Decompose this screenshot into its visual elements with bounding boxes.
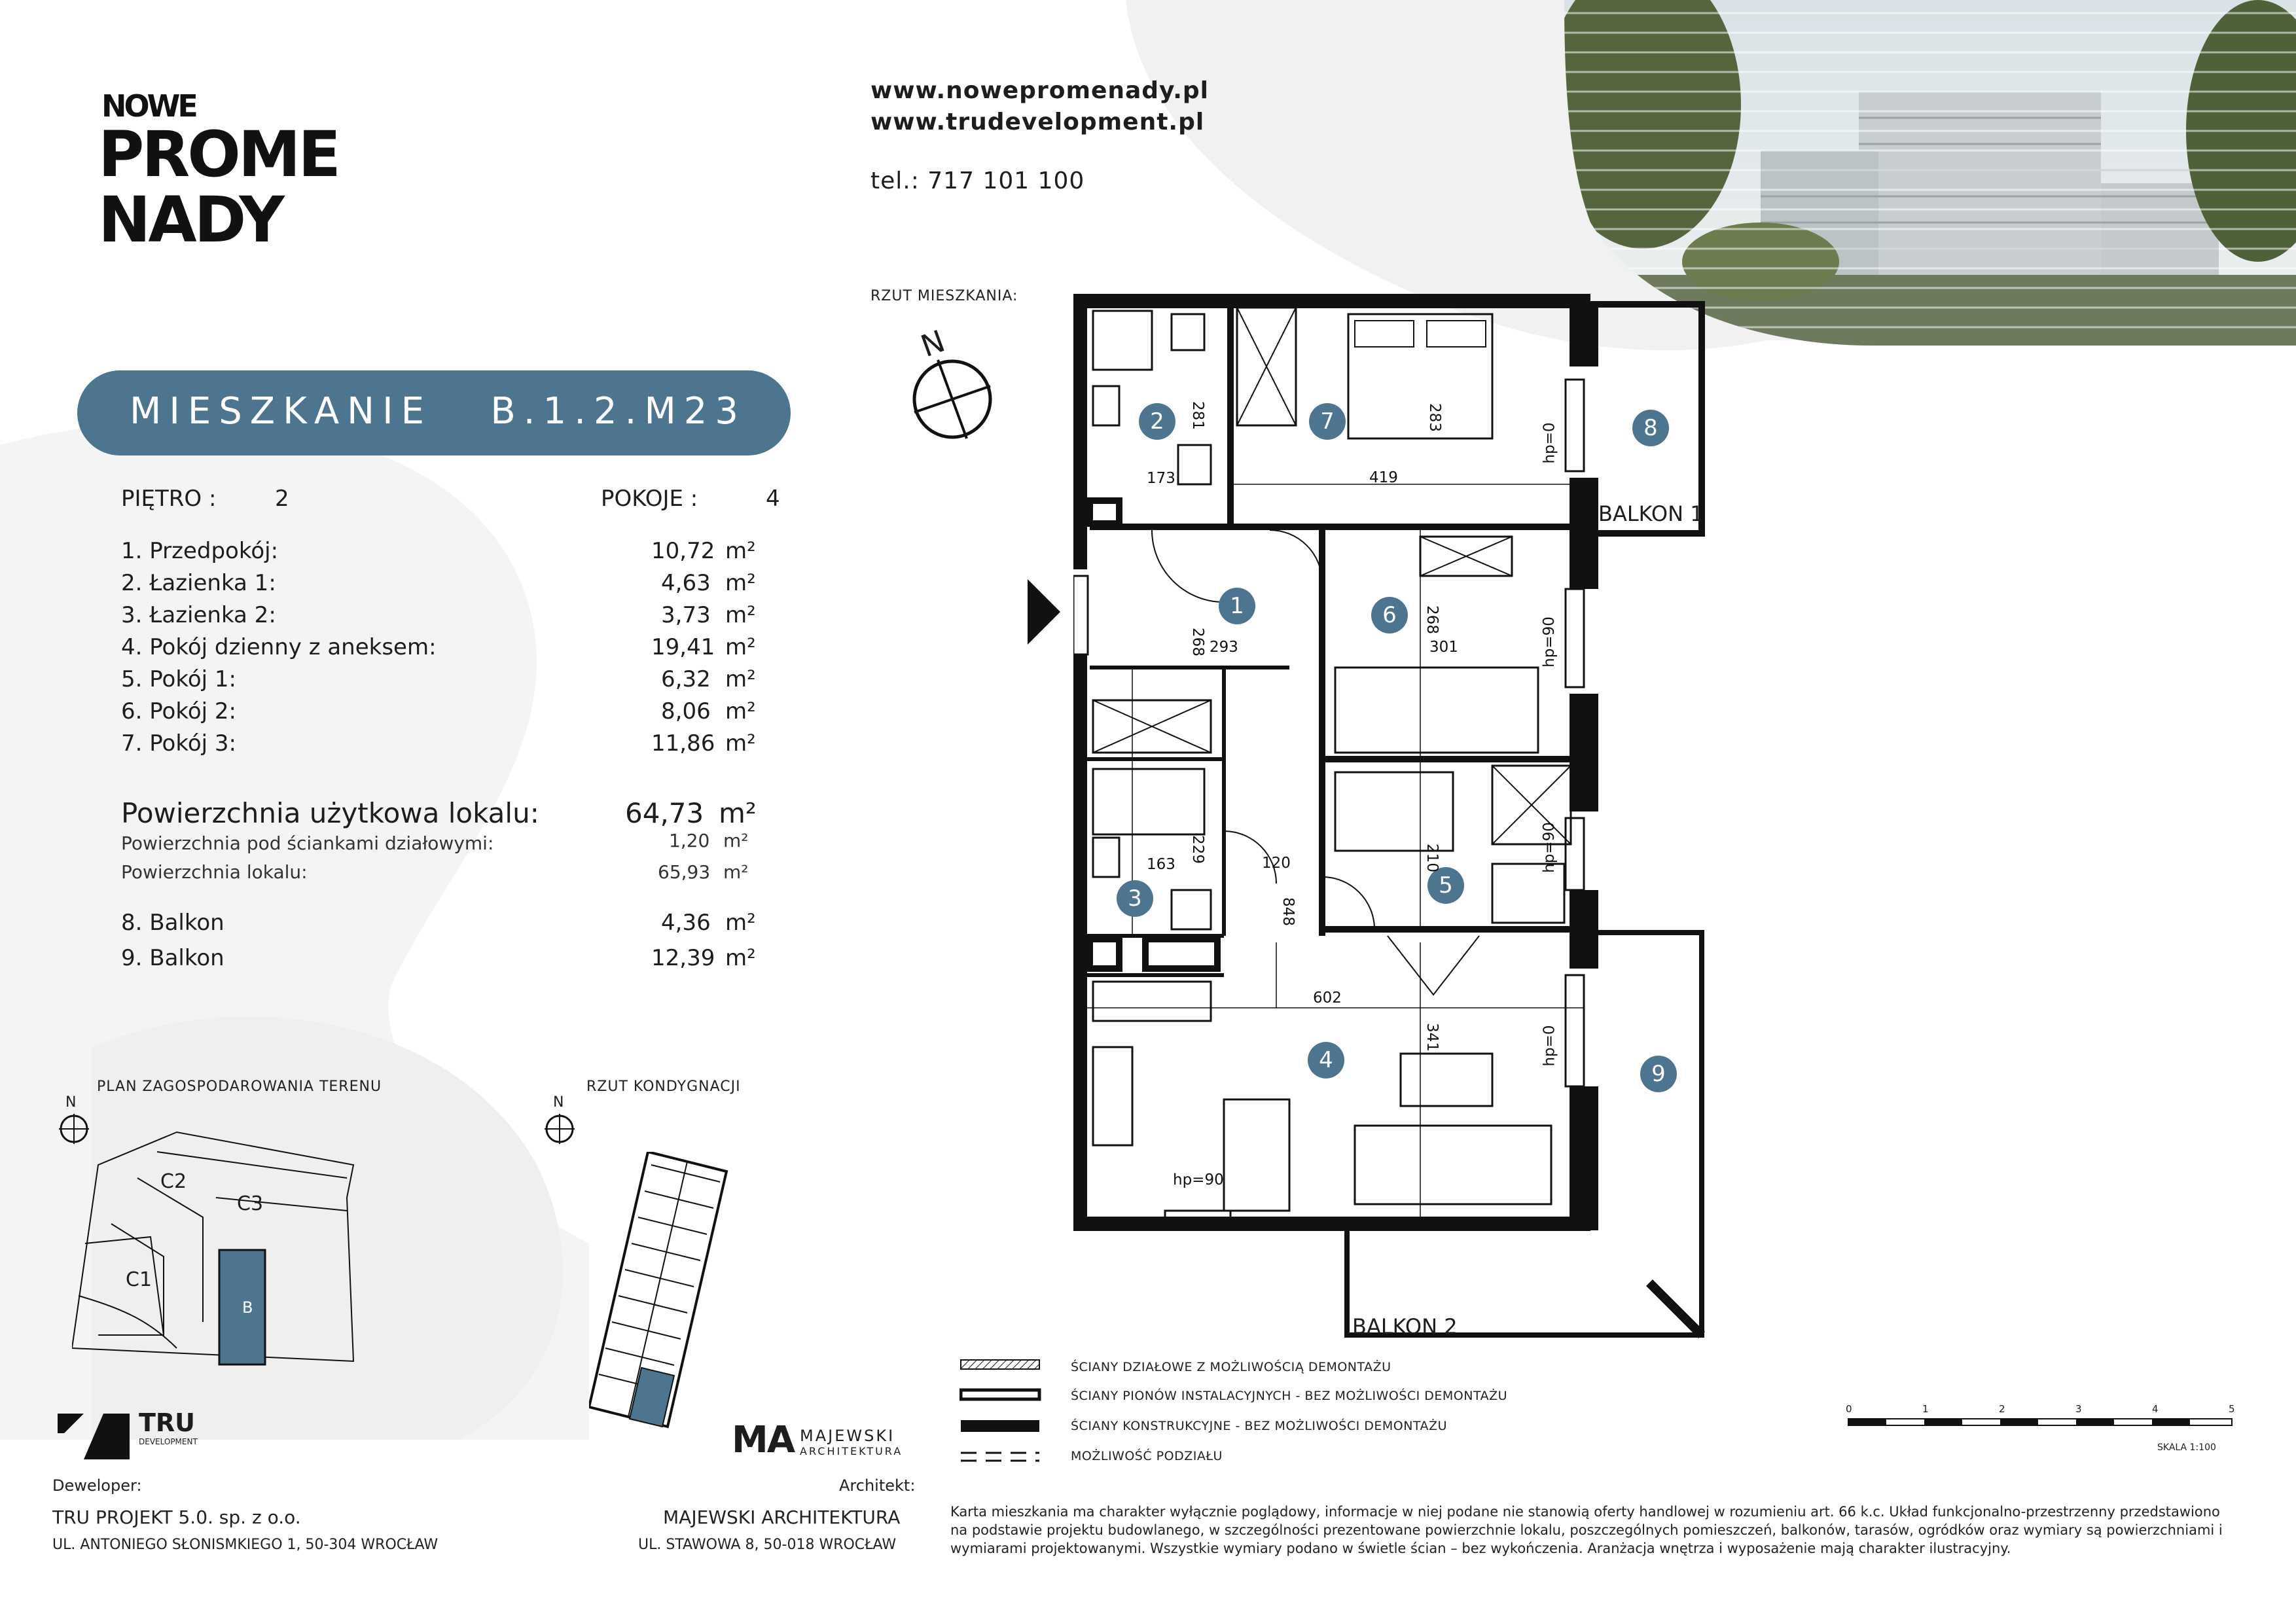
balcony-unit: m² (725, 910, 756, 936)
architect-logo-mark: MA (732, 1419, 795, 1461)
room-name: 2. Łazienka 1: (121, 570, 276, 596)
dimension-label: 602 (1313, 990, 1342, 1007)
dimension-label: hp=90 (1173, 1171, 1224, 1188)
legend-symbols (960, 1355, 1045, 1472)
partition-area-unit: m² (723, 830, 749, 851)
site-building-c2: C2 (160, 1170, 187, 1193)
dimension-label: 281 (1189, 401, 1206, 430)
room-area: 6,32 (661, 666, 711, 692)
room-number-3: 3 (1117, 880, 1153, 917)
room-name: 6. Pokój 2: (121, 698, 236, 724)
scale-tick: 2 (1999, 1403, 2005, 1415)
room-number-1: 1 (1219, 588, 1255, 624)
usable-area-unit: m² (719, 797, 757, 829)
room-area: 11,86 (651, 730, 715, 757)
dimension-label: hp=90 (1540, 822, 1558, 873)
room-name: 3. Łazienka 2: (121, 602, 276, 628)
room-area: 3,73 (661, 602, 711, 628)
plan-north-label: N (916, 323, 950, 365)
dimension-label: 173 (1147, 470, 1175, 487)
usable-area-value: 64,73 (625, 797, 704, 829)
dimension-label: 120 (1262, 855, 1291, 872)
floor-plan-heading: RZUT KONDYGNACJI (586, 1079, 741, 1095)
floor-value: 2 (275, 486, 289, 512)
scale-tick: 4 (2152, 1403, 2159, 1415)
room-area: 10,72 (651, 538, 715, 564)
brand-logo-line2: PROME (98, 118, 338, 191)
dimension-label: 268 (1423, 605, 1441, 634)
room-number-5: 5 (1427, 867, 1464, 904)
developer-address: UL. ANTONIEGO SŁONISMKIEGO 1, 50-304 WROCŁAW (52, 1537, 439, 1553)
room-number-6: 6 (1371, 597, 1408, 633)
floor-plan-thumbnail (589, 1152, 733, 1440)
dimension-label: 229 (1189, 835, 1206, 864)
developer-logo-text: TRU (139, 1408, 196, 1437)
legend-item-division-possibility: MOŻLIWOŚĆ PODZIAŁU (1071, 1449, 1223, 1463)
phone-number[interactable]: tel.: 717 101 100 (870, 168, 1085, 194)
room-area: 8,06 (661, 698, 711, 724)
plan-heading: RZUT MIESZKANIA: (870, 288, 1018, 304)
room-unit: m² (725, 698, 756, 724)
partition-area-value: 1,20 (669, 830, 710, 851)
rooms-label: POKOJE : (601, 486, 698, 512)
room-number-9: 9 (1640, 1056, 1677, 1092)
dimension-label: 419 (1369, 469, 1398, 486)
room-name: 5. Pokój 1: (121, 666, 236, 692)
balcony-1-label: BALKON 1 (1598, 501, 1704, 526)
rooms-value: 4 (766, 486, 780, 512)
dimension-label: 341 (1423, 1023, 1441, 1052)
dimension-label: 268 (1189, 628, 1206, 656)
room-number-8: 8 (1632, 410, 1669, 446)
room-unit: m² (725, 666, 756, 692)
balcony-area: 4,36 (661, 910, 711, 936)
room-area: 4,63 (661, 570, 711, 596)
architect-logo-line1: MAJEWSKI (800, 1427, 895, 1445)
dimension-label: hp=0 (1541, 422, 1558, 464)
website-link-1[interactable]: www.nowepromenady.pl (870, 77, 1210, 104)
total-area-value: 65,93 (658, 861, 711, 883)
scale-tick: 3 (2075, 1403, 2082, 1415)
site-plan-map (72, 1126, 360, 1381)
floor-plan-compass-icon (543, 1113, 576, 1145)
room-name: 1. Przedpokój: (121, 538, 279, 564)
developer-label: Deweloper: (52, 1476, 142, 1495)
site-building-c1: C1 (126, 1268, 152, 1291)
apartment-floor-plan (1073, 288, 1728, 1348)
site-plan-north-label: N (65, 1094, 77, 1111)
architect-label: Architekt: (839, 1476, 916, 1495)
balcony-area: 12,39 (651, 945, 715, 971)
room-number-2: 2 (1139, 403, 1175, 440)
scale-tick: 1 (1922, 1403, 1929, 1415)
usable-area-label: Powierzchnia użytkowa lokalu: (121, 797, 539, 829)
room-unit: m² (725, 730, 756, 757)
balcony-name: 9. Balkon (121, 945, 224, 971)
partition-area-label: Powierzchnia pod ściankami działowymi: (121, 832, 494, 854)
balcony-name: 8. Balkon (121, 910, 224, 936)
room-unit: m² (725, 570, 756, 596)
balcony-2-label: BALKON 2 (1352, 1314, 1458, 1339)
dimension-label: 293 (1210, 639, 1238, 656)
dimension-label: hp=90 (1540, 616, 1558, 668)
developer-logo-subtext: DEVELOPMENT (139, 1437, 198, 1446)
room-number-7: 7 (1309, 403, 1346, 440)
scale-tick: 5 (2229, 1403, 2235, 1415)
dimension-label: hp=0 (1541, 1025, 1558, 1067)
tru-logo-icon (58, 1407, 136, 1466)
scale-tick: 0 (1846, 1403, 1852, 1415)
floor-plan-north-label: N (553, 1094, 564, 1111)
room-name: 7. Pokój 3: (121, 730, 236, 757)
dimension-label: 301 (1429, 639, 1458, 656)
architect-logo-line2: ARCHITEKTURA (800, 1445, 903, 1457)
developer-name: TRU PROJEKT 5.0. sp. z o.o. (52, 1507, 301, 1528)
room-unit: m² (725, 634, 756, 660)
legend-item-installation-walls: ŚCIANY PIONÓW INSTALACYJNYCH - BEZ MOŻLIWOŚCI DEMONTAŻU (1071, 1389, 1508, 1403)
total-area-label: Powierzchnia lokalu: (121, 861, 308, 883)
scale-label: SKALA 1:100 (2157, 1442, 2216, 1453)
brand-logo-line3: NADY (98, 183, 282, 257)
scale-bar (1846, 1414, 2238, 1433)
dimension-label: 283 (1426, 403, 1443, 432)
legend-item-structural-walls: ŚCIANY KONSTRUKCYJNE - BEZ MOŻLIWOŚCI DEMONTAŻU (1071, 1419, 1447, 1433)
dimension-label: 210 (1423, 844, 1441, 872)
architect-address: UL. STAWOWA 8, 50-018 WROCŁAW (638, 1537, 897, 1553)
room-number-4: 4 (1308, 1042, 1344, 1079)
room-name: 4. Pokój dzienny z aneksem: (121, 634, 437, 660)
room-unit: m² (725, 602, 756, 628)
room-unit: m² (725, 538, 756, 564)
apartment-title: MIESZKANIE B.1.2.M23 (130, 390, 747, 433)
architect-name: MAJEWSKI ARCHITEKTURA (663, 1507, 901, 1528)
total-area-unit: m² (723, 861, 749, 883)
balcony-unit: m² (725, 945, 756, 971)
dimension-label: 848 (1279, 897, 1297, 926)
site-building-c3: C3 (237, 1192, 264, 1215)
apartment-title-banner (77, 370, 791, 455)
brand-logo-line1: NOWE (101, 88, 196, 124)
room-area: 19,41 (651, 634, 715, 660)
legend-item-removable-walls: ŚCIANY DZIAŁOWE Z MOŻLIWOŚCIĄ DEMONTAŻU (1071, 1360, 1391, 1374)
entrance-arrow-icon (1028, 579, 1060, 645)
site-plan-heading: PLAN ZAGOSPODAROWANIA TERENU (97, 1079, 382, 1095)
floor-label: PIĘTRO : (121, 486, 217, 512)
disclaimer-text: Karta mieszkania ma charakter wyłącznie poglądowy, informacje w niej podane nie stanowią oferty handlowej w rozumieniu art. 66 k.c. Układ funkcjonalno-przestrzenny przedstawiono na podstawie projektu budowlanego, w szczególności prezentowane powierzchnie lokalu, poszczególnych pomieszczeń, balkonów, tarasów, ogródków oraz wymiary są powierzchniami i wymiarami projektowanymi. Wszystkie wymiary podano w świetle ścian – bez wykończenia. Aranżacja wnętrza i wyposażenie mają charakter ilustracyjny. (950, 1504, 2223, 1556)
dimension-label: 163 (1147, 856, 1175, 873)
site-building-b: B (242, 1298, 253, 1317)
website-link-2[interactable]: www.trudevelopment.pl (870, 109, 1205, 135)
